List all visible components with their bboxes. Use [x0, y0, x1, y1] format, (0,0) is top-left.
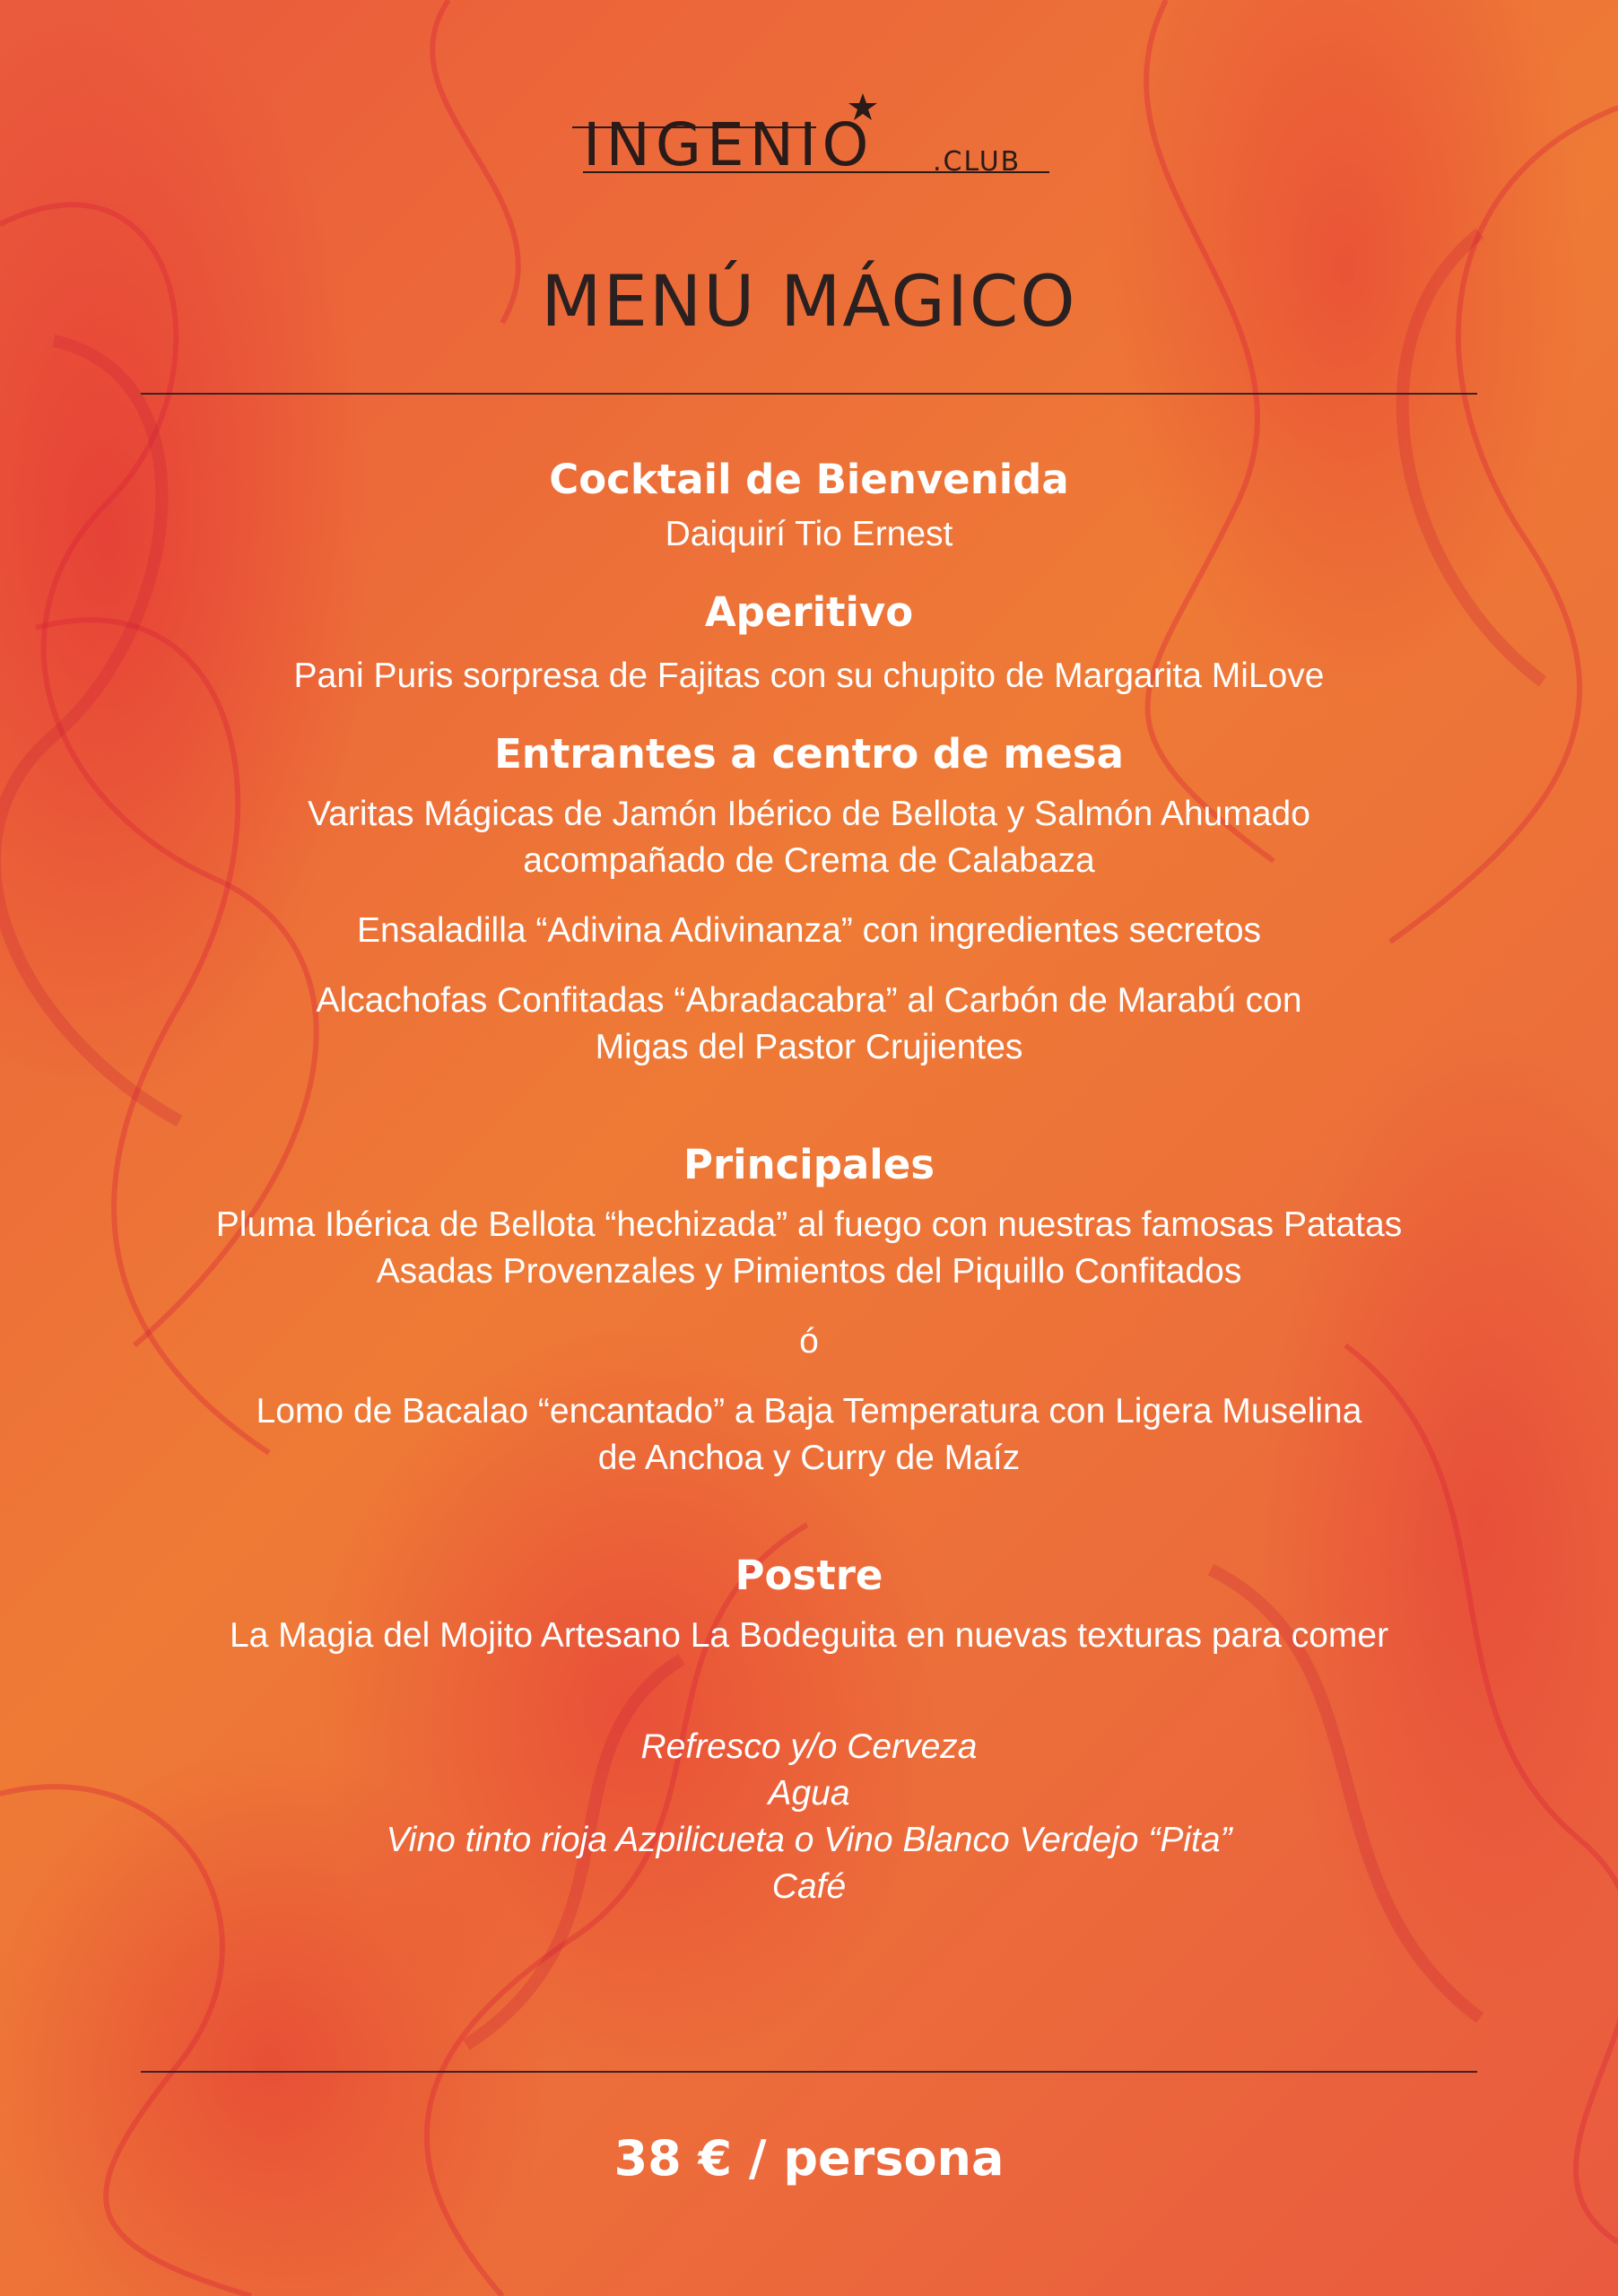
ingenio-club-logo — [565, 90, 1049, 188]
drinks-list — [108, 1724, 1510, 1910]
section-title-entrantes: Entrantes a centro de mesa — [494, 730, 1124, 778]
menu-item-line: Asadas Provenzales y Pimientos del Piquillo Confitados — [376, 1252, 1242, 1291]
menu-item: Pani Puris sorpresa de Fajitas con su chupito de Margarita MiLove — [293, 657, 1325, 695]
divider-bottom — [141, 2071, 1477, 2073]
menu-item-line: Pluma Ibérica de Bellota “hechizada” al fuego con nuestras famosas Patatas — [215, 1205, 1403, 1244]
menu-item-line: acompañado de Crema de Calabaza — [523, 841, 1095, 880]
drink-item: Agua — [768, 1774, 850, 1813]
drink-item: Refresco y/o Cerveza — [640, 1727, 978, 1766]
divider-top — [141, 393, 1477, 395]
menu-item: Ensaladilla “Adivina Adivinanza” con ingredientes secretos — [356, 911, 1262, 950]
logo-suffix: .CLUB — [933, 146, 1022, 178]
menu-item — [108, 1202, 1510, 1295]
section-title-aperitivo: Aperitivo — [704, 588, 914, 636]
menu-item-line: Migas del Pastor Crujientes — [595, 1028, 1023, 1066]
menu-item-line: de Anchoa y Curry de Maíz — [597, 1439, 1021, 1477]
drink-item: Vino tinto rioja Azpilicueta o Vino Blanco Verdejo “Pita” — [386, 1821, 1232, 1859]
section-title-postre: Postre — [735, 1552, 883, 1599]
section-title-cocktail: Cocktail de Bienvenida — [549, 456, 1069, 503]
section-title-principales: Principales — [683, 1141, 935, 1188]
price-per-person: 38 € / persona — [613, 2130, 1005, 2187]
menu-item — [108, 1388, 1510, 1482]
menu-item-separator: ó — [799, 1322, 819, 1361]
menu-title: MENÚ MÁGICO — [541, 262, 1077, 343]
menu-item-line: Lomo de Bacalao “encantado” a Baja Temperatura con Ligera Muselina — [256, 1392, 1362, 1431]
menu-item: Daiquirí Tio Ernest — [665, 515, 953, 553]
menu-content — [108, 448, 1510, 1910]
menu-item-line: Varitas Mágicas de Jamón Ibérico de Bellota y Salmón Ahumado — [308, 795, 1310, 833]
logo-wordmark: INGENIO — [583, 110, 874, 179]
drink-item: Café — [771, 1867, 847, 1906]
menu-item — [108, 978, 1510, 1071]
menu-item: La Magia del Mojito Artesano La Bodeguita en nuevas texturas para comer — [229, 1616, 1389, 1655]
menu-item — [108, 791, 1510, 884]
menu-item-line: Alcachofas Confitadas “Abradacabra” al Carbón de Marabú con — [316, 981, 1302, 1020]
